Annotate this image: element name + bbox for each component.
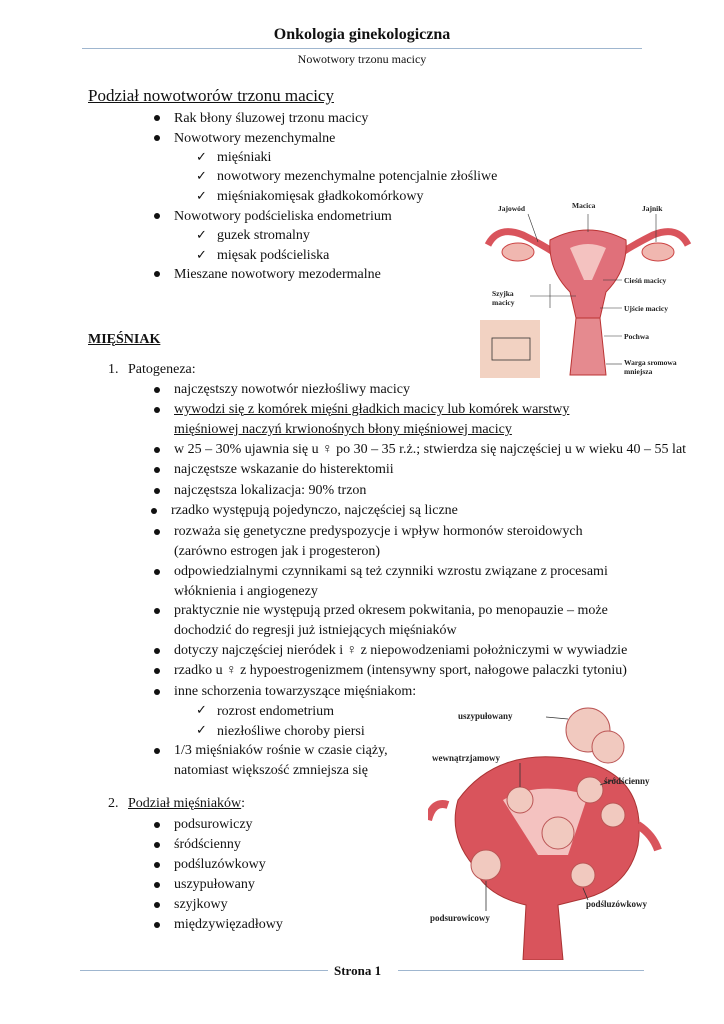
label-submucosal: podśluzówkowy <box>586 899 648 909</box>
ovary-right <box>642 243 674 261</box>
list-item-continuation: dochodzić do regresji już istniejących mięśniaków <box>174 623 457 638</box>
list-item: rozrost endometrium <box>217 704 335 719</box>
list-number: 1. <box>108 362 119 377</box>
bullet-icon <box>154 467 160 473</box>
intramural-fibroid <box>577 777 603 803</box>
list-item: podśluzówkowy <box>174 857 266 872</box>
list-item: inne schorzenia towarzyszące mięśniakom: <box>174 684 417 699</box>
list-item: Nowotwory mezenchymalne <box>174 131 336 146</box>
label-pedunculated: uszypułowany <box>458 711 513 721</box>
checkmark-icon: ✓ <box>196 702 207 717</box>
list-item: niezłośliwe choroby piersi <box>217 724 365 739</box>
list-item: dotyczy najczęściej nieródek i ♀ z niepowodzeniami położniczymi w wywiadzie <box>174 643 628 658</box>
bullet-icon <box>154 922 160 928</box>
label-ovary: Jajnik <box>642 204 663 213</box>
bullet-icon <box>154 529 160 535</box>
list-item: odpowiedzialnymi czynnikami są też czynniki wzrostu związane z procesami <box>174 564 608 579</box>
label-intramural: śródścienny <box>604 776 650 786</box>
label-cervix-2: macicy <box>492 298 515 307</box>
list-item: najczęstsza lokalizacja: 90% trzon <box>174 483 367 498</box>
list-item: szyjkowy <box>174 897 228 912</box>
ovary-left <box>502 243 534 261</box>
bullet-icon <box>154 387 160 393</box>
list-item: nowotwory mezenchymalne potencjalnie złośliwe <box>217 169 498 184</box>
bullet-icon <box>154 842 160 848</box>
list-item: Mieszane nowotwory mezodermalne <box>174 267 381 282</box>
submucosal-fibroid <box>571 863 595 887</box>
checkmark-icon: ✓ <box>196 168 207 183</box>
bullet-icon <box>154 488 160 494</box>
label-subserosal: podsurowicowy <box>430 913 490 923</box>
list-item: najczęstszy nowotwór niezłośliwy macicy <box>174 382 410 397</box>
list-item: śródścienny <box>174 837 241 852</box>
footer-divider <box>398 970 644 971</box>
intracavitary-fibroid <box>507 787 533 813</box>
checkmark-icon: ✓ <box>196 227 207 242</box>
list-item: 1/3 mięśniaków rośnie w czasie ciąży, <box>174 743 388 758</box>
list-item: mięśniakomięsak gładkokomórkowy <box>217 189 424 204</box>
list-item: najczęstsze wskazanie do histerektomii <box>174 462 394 477</box>
label-uterus: Macica <box>572 201 596 210</box>
checkmark-icon: ✓ <box>196 722 207 737</box>
subserosal-fibroid <box>471 850 501 880</box>
label-labia-1: Warga sromowa <box>624 358 677 367</box>
checkmark-icon: ✓ <box>196 149 207 164</box>
list-item: w 25 – 30% ujawnia się u ♀ po 30 – 35 r.ż.; stwierdza się najczęściej u w wieku 40 – 55 lat <box>174 442 687 457</box>
section-title: Podział nowotworów trzonu macicy <box>88 86 334 105</box>
bullet-icon <box>154 862 160 868</box>
document-subtitle: Nowotwory trzonu macicy <box>297 52 427 66</box>
list-item: wywodzi się z komórek mięśni gładkich macicy lub komórek warstwy <box>174 402 570 417</box>
bullet-icon <box>154 135 160 141</box>
list-item: praktycznie nie występują przed okresem pokwitania, po menopauzie – może <box>174 603 608 618</box>
list-item: podsurowiczy <box>174 817 253 832</box>
bullet-icon <box>154 115 160 121</box>
label-isthmus: Cieśń macicy <box>624 276 667 285</box>
list-item-continuation: natomiast większość zmniejsza się <box>174 763 368 778</box>
section-heading: MIĘŚNIAK <box>88 332 161 347</box>
list-item-continuation: włóknienia i angiogenezy <box>174 584 318 599</box>
list-item: Rak błony śluzowej trzonu macicy <box>174 111 369 126</box>
bullet-icon <box>154 271 160 277</box>
header-divider <box>82 48 642 49</box>
label-vagina: Pochwa <box>624 332 649 341</box>
bullet-icon <box>154 608 160 614</box>
fallopian-tube-right <box>638 825 658 850</box>
list-item: uszypułowany <box>174 877 255 892</box>
vagina <box>570 318 606 375</box>
label-labia-2: mniejsza <box>624 367 653 376</box>
subsection-title: Patogeneza: <box>128 362 196 377</box>
subsection-title: Podział mięśniaków: <box>128 796 246 811</box>
bullet-icon <box>154 822 160 828</box>
fibroid-types-figure <box>428 705 672 960</box>
pelvis-inset <box>480 320 540 378</box>
bullet-icon <box>154 689 160 695</box>
label-os: Ujście macicy <box>624 304 668 313</box>
list-item: rzadko występują pojedynczo, najczęściej są liczne <box>171 503 458 518</box>
bullet-icon <box>154 447 160 453</box>
bullet-icon <box>154 569 160 575</box>
label-fallopian-tube: Jajowód <box>498 204 526 213</box>
list-item: międzywięzadłowy <box>174 917 283 932</box>
list-number: 2. <box>108 796 119 811</box>
list-item: Nowotwory podścieliska endometrium <box>174 209 392 224</box>
list-item-continuation: mięśniowej naczyń krwionośnych błony mięśniowej macicy <box>174 422 512 437</box>
checkmark-icon: ✓ <box>196 188 207 203</box>
bullet-icon <box>154 407 160 413</box>
bullet-icon <box>154 748 160 754</box>
pedunculated-fibroid <box>592 731 624 763</box>
bullet-icon <box>154 648 160 654</box>
list-item: guzek stromalny <box>217 228 310 243</box>
footer-divider <box>80 970 328 971</box>
bullet-icon <box>154 668 160 674</box>
submucosal-fibroid <box>542 817 574 849</box>
fallopian-tube-left <box>428 804 448 820</box>
bullet-icon <box>154 882 160 888</box>
list-item: rozważa się genetyczne predyspozycje i wpływ hormonów steroidowych <box>174 524 583 539</box>
bullet-icon <box>154 213 160 219</box>
list-item: mięśniaki <box>217 150 272 165</box>
list-item-continuation: (zarówno estrogen jak i progesteron) <box>174 544 381 559</box>
bullet-icon <box>154 902 160 908</box>
uterus-anatomy-figure <box>478 200 698 380</box>
checkmark-icon: ✓ <box>196 247 207 262</box>
intramural-fibroid <box>601 803 625 827</box>
list-item: mięsak podścieliska <box>217 248 330 263</box>
page-number: Strona 1 <box>334 963 382 978</box>
document-title: Onkologia ginekologiczna <box>273 26 451 43</box>
bullet-icon <box>151 508 157 514</box>
label-cervix-1: Szyjka <box>492 289 514 298</box>
list-item: rzadko u ♀ z hypoestrogenizmem (intensywny sport, nałogowe palaczki tytoniu) <box>174 663 627 678</box>
label-intracavitary: wewnątrzjamowy <box>432 753 500 763</box>
